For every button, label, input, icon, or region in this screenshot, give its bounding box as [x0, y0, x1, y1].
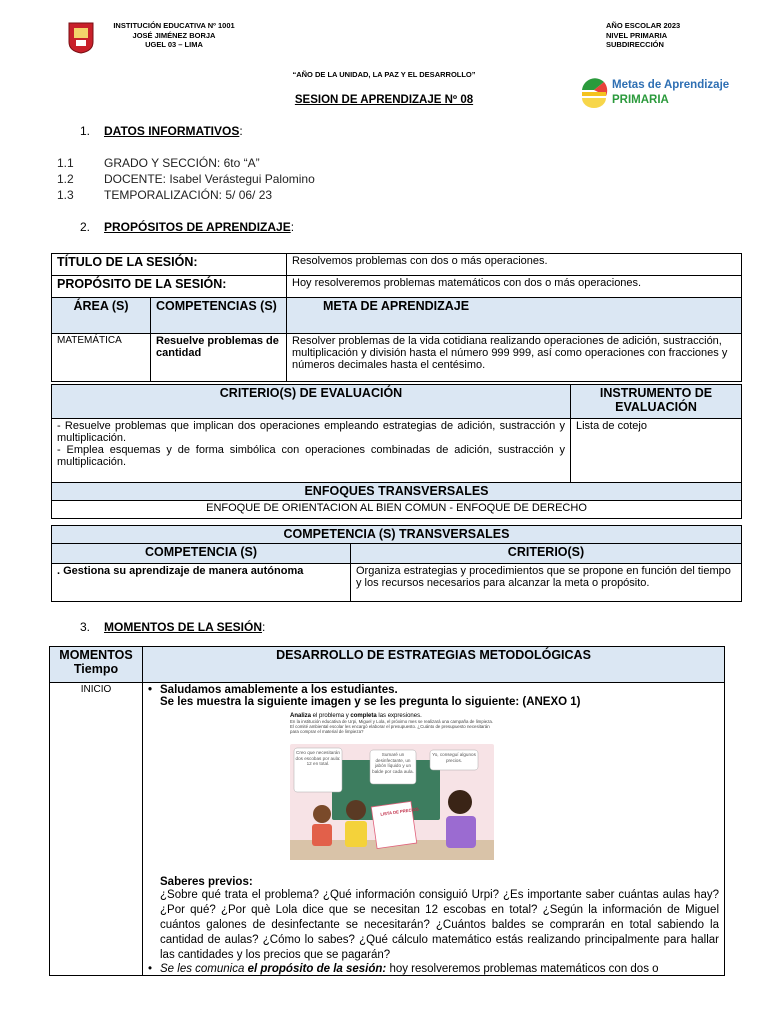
- instrumento-value: Lista de cotejo: [571, 419, 742, 483]
- criterio-item: - Resuelve problemas que implican dos operaciones empleando estrategias de adición, sustracción y multiplicación.: [57, 420, 565, 444]
- school-level: NIVEL PRIMARIA: [606, 30, 668, 40]
- criterio-item: - Emplea esquemas y de forma simbólica con operaciones combinadas de adición, sustracción y multiplicación.: [57, 444, 565, 468]
- criterio-list: [52, 419, 571, 483]
- criteria-table: [51, 384, 742, 519]
- proposito-value: Hoy resolveremos problemas matemáticos con dos o más operaciones.: [287, 276, 742, 298]
- section-1-heading: 1. DATOS INFORMATIVOS:: [80, 124, 243, 138]
- info-grado: 1.1 GRADO Y SECCIÓN: 6to “A”: [57, 156, 260, 170]
- problem-illustration: [290, 710, 494, 860]
- col-momentos: MOMENTOS Tiempo: [50, 647, 143, 683]
- col-competencia-trans: COMPETENCIA (S): [52, 544, 351, 564]
- info-temporalizacion: 1.3 TEMPORALIZACIÓN: 5/ 06/ 23: [57, 188, 273, 202]
- criterio-trans-value: Organiza estrategias y procedimientos que se propone en función del tiempo y los recursos necesarios para alcanzar la meta o propósito.: [351, 564, 742, 602]
- institution-ugel: UGEL 03 – LIMA: [145, 40, 203, 49]
- competencia-value: Resuelve problemas de cantidad: [151, 334, 287, 382]
- col-meta: META DE APRENDIZAJE: [287, 298, 742, 334]
- col-area: ÁREA (S): [52, 298, 151, 334]
- saberes-title: Saberes previos:: [160, 876, 253, 888]
- transversal-table: [51, 525, 742, 602]
- school-year: AÑO ESCOLAR 2023: [606, 21, 681, 30]
- school-crest-icon: [68, 22, 94, 54]
- institution-block: [104, 21, 244, 50]
- saberes-text: ¿Sobre qué trata el problema? ¿Qué información consiguió Urpi? ¿Es importante saber cuántas aulas hay? ¿Por qué? ¿Por què Lola dice que se necesitan 12 escobas en total? ¿Según la información de Miguel cuántos galones de desinfectante se necesitarán? ¿Cuántos baldes se comprarán en total sabiendo la cantidad de aulas? ¿Cómo lo sabes? ¿Qué cálculo matemático estás realizando principalmente para hallar las cantidades y los precios que se pagarán?: [160, 889, 719, 961]
- imagen-intro: Se les muestra la siguiente imagen y se les pregunta lo siguiente: (ANEXO 1): [160, 696, 581, 708]
- price-list-title: LISTA DE PRECIOS: [380, 806, 419, 817]
- comp-trans-head: COMPETENCIA (S) TRANSVERSALES: [52, 526, 742, 544]
- bubble-urpi: Yo, conseguí algunos precios.: [432, 752, 476, 763]
- area-value: MATEMÁTICA: [52, 334, 151, 382]
- institution-subname: JOSÉ JIMÉNEZ BORJA: [132, 30, 216, 40]
- comp-trans-value: . Gestiona su aprendizaje de manera autónoma: [52, 564, 351, 602]
- section-2-heading: 2. PROPÓSITOS DE APRENDIZAJE:: [80, 220, 295, 234]
- titulo-value: Resolvemos problemas con dos o más operaciones.: [287, 254, 742, 276]
- titulo-label: TÍTULO DE LA SESIÓN:: [52, 254, 287, 276]
- inicio-content: [143, 683, 725, 976]
- criterio-head: CRITERIO(S) DE EVALUACIÓN: [52, 385, 571, 419]
- bullet-saludo: • Saludamos amablemente a los estudiantes.: [148, 684, 398, 696]
- fig-problem-text: En la institución educativa de Urpi, Miguel y Lola, el próximo mes se realizará una campaña de limpieza. El comité ambiental escolar les encargó elaborar el presupuesto. ¿Cuánto de presupuesto necesitarán para comprar el material de limpieza?: [290, 719, 494, 735]
- fig-heading: Analiza el problema y completa las expresiones.: [290, 713, 422, 719]
- enfoques-head: ENFOQUES TRANSVERSALES: [52, 483, 742, 501]
- year-motto: “AÑO DE LA UNIDAD, LA PAZ Y EL DESARROLLO”: [292, 70, 476, 79]
- proposito-label: PROPÓSITO DE LA SESIÓN:: [52, 276, 287, 298]
- purposes-table: [51, 253, 742, 382]
- info-docente: 1.2 DOCENTE: Isabel Verástegui Palomino: [57, 172, 315, 186]
- momento-inicio: INICIO: [50, 683, 143, 976]
- session-title: SESION DE APRENDIZAJE Nº 08: [294, 94, 474, 106]
- enfoques-value: ENFOQUE DE ORIENTACION AL BIEN COMUN - ENFOQUE DE DERECHO: [52, 501, 742, 519]
- instrumento-head: INSTRUMENTO DE EVALUACIÓN: [571, 385, 742, 419]
- col-criterio-trans: CRITERIO(S): [351, 544, 742, 564]
- section-3-heading: 3. MOMENTOS DE LA SESIÓN:: [80, 620, 266, 634]
- bullet-proposito: • Se les comunica el propósito de la sesión: hoy resolveremos problemas matemáticos con dos o: [148, 963, 659, 975]
- bubble-miguel: Sumaré un desinfectante, un jabón líquido y un balde por cada aula.: [372, 752, 414, 774]
- col-desarrollo: DESARROLLO DE ESTRATEGIAS METODOLÓGICAS: [143, 647, 725, 683]
- illustration-svg: [290, 710, 494, 860]
- school-office: SUBDIRECCIÓN: [606, 40, 664, 49]
- logo-subtitle: PRIMARIA: [612, 94, 669, 106]
- col-competencias: COMPETENCIAS (S): [151, 298, 287, 334]
- meta-value: Resolver problemas de la vida cotidiana realizando operaciones de adición, sustracción, multiplicación y división hasta el número 999 999, así como operaciones con fracciones y números decimales hasta el centésimo.: [287, 334, 742, 382]
- school-year-block: [606, 21, 680, 50]
- institution-name: INSTITUCIÓN EDUCATIVA Nº 1001: [113, 21, 235, 30]
- logo-title: Metas de Aprendizaje: [612, 79, 730, 91]
- bubble-lola: Creo que necesitarán dos escobas por aula: 12 en total.: [295, 750, 341, 767]
- moments-table: [49, 646, 725, 976]
